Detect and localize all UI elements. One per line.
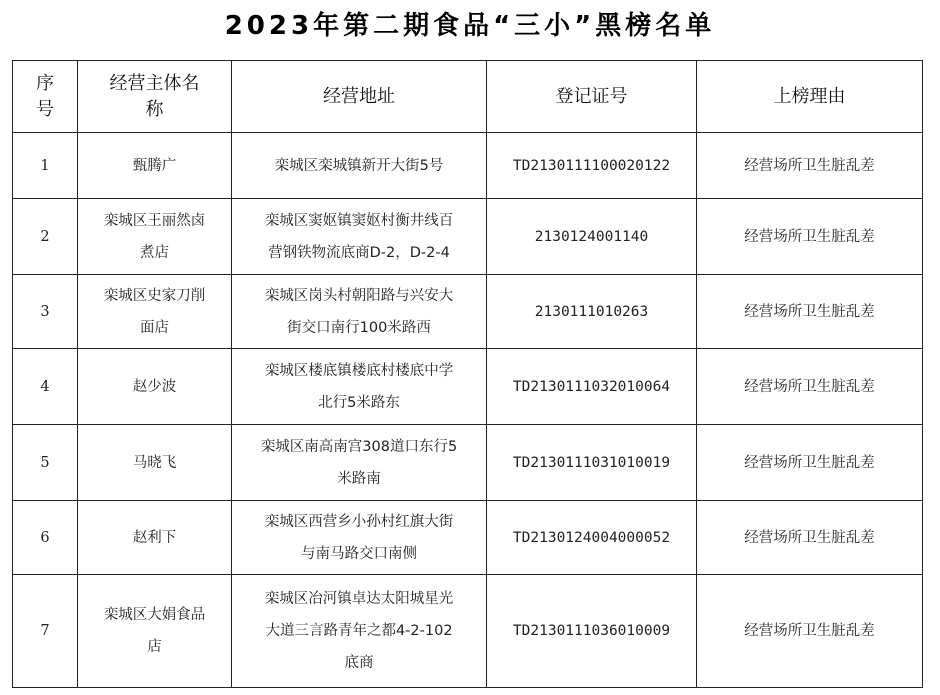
cell-no xyxy=(13,275,78,349)
table-row xyxy=(13,133,923,199)
cell-reason xyxy=(697,133,923,199)
cell-registration-text: 2130111010263 xyxy=(534,303,649,320)
cell-no xyxy=(13,133,78,199)
cell-address-text: 栾城区楼底镇楼底村楼底中学 北行5米路东 xyxy=(264,362,454,411)
cell-address xyxy=(232,133,487,199)
header-reason: 上榜理由 xyxy=(697,61,923,133)
cell-entity-text: 栾城区史家刀削 面店 xyxy=(103,287,206,336)
cell-registration xyxy=(487,199,697,275)
cell-no-text: 2 xyxy=(40,228,50,245)
cell-address-text: 栾城区栾城镇新开大街5号 xyxy=(274,157,444,174)
cell-entity-text: 栾城区大娟食品 店 xyxy=(103,607,206,655)
header-address: 经营地址 xyxy=(232,61,487,133)
cell-entity-text: 赵利下 xyxy=(132,529,177,546)
cell-no-text: 7 xyxy=(40,623,50,639)
cell-registration-text: 2130124001140 xyxy=(534,228,649,245)
cell-address xyxy=(232,501,487,575)
cell-registration xyxy=(487,501,697,575)
table-header-row xyxy=(13,61,923,133)
table-row xyxy=(13,501,923,575)
cell-reason-text: 经营场所卫生脏乱差 xyxy=(744,157,875,174)
header-no: 序 号 xyxy=(13,61,78,133)
cell-no-text: 5 xyxy=(40,454,50,471)
cell-no xyxy=(13,575,78,688)
table-row xyxy=(13,199,923,275)
cell-entity-text: 马晓飞 xyxy=(132,454,177,471)
cell-reason xyxy=(697,575,923,688)
cell-entity xyxy=(78,275,232,349)
cell-address-text: 栾城区岗头村朝阳路与兴安大 街交口南行100米路西 xyxy=(264,287,454,336)
cell-registration xyxy=(487,275,697,349)
cell-entity xyxy=(78,501,232,575)
cell-no-text: 6 xyxy=(40,529,50,546)
cell-address-text: 栾城区西营乡小孙村红旗大街 与南马路交口南侧 xyxy=(264,513,454,562)
cell-address xyxy=(232,575,487,688)
cell-entity xyxy=(78,425,232,501)
cell-registration-text: TD2130124004000052 xyxy=(512,529,671,546)
cell-reason-text: 经营场所卫生脏乱差 xyxy=(744,228,875,245)
cell-no-text: 3 xyxy=(40,303,50,320)
cell-no-text: 4 xyxy=(40,378,50,395)
cell-entity xyxy=(78,575,232,688)
cell-reason xyxy=(697,199,923,275)
cell-entity-text: 栾城区王丽然卤 煮店 xyxy=(103,212,206,261)
cell-reason xyxy=(697,501,923,575)
blacklist-table xyxy=(12,60,923,688)
cell-registration xyxy=(487,425,697,501)
cell-address-text: 栾城区窦妪镇窦妪村衡井线百 营钢铁物流底商D-2，D-2-4 xyxy=(264,212,454,261)
table-row xyxy=(13,275,923,349)
cell-address-text: 栾城区冶河镇卓达太阳城星光 大道三言路青年之都4-2-102 底商 xyxy=(264,591,454,671)
cell-address xyxy=(232,275,487,349)
cell-no xyxy=(13,501,78,575)
table-row xyxy=(13,349,923,425)
cell-reason-text: 经营场所卫生脏乱差 xyxy=(744,378,875,395)
cell-reason-text: 经营场所卫生脏乱差 xyxy=(744,529,875,546)
header-registration: 登记证号 xyxy=(487,61,697,133)
cell-entity xyxy=(78,133,232,199)
document-title: 2023年第二期食品“三小”黑榜名单 xyxy=(224,11,716,41)
cell-address-text: 栾城区南高南宫308道口东行5 米路南 xyxy=(260,438,458,487)
cell-entity xyxy=(78,199,232,275)
cell-reason-text: 经营场所卫生脏乱差 xyxy=(744,454,875,471)
cell-no xyxy=(13,349,78,425)
header-entity: 经营主体名 称 xyxy=(78,61,232,133)
cell-entity xyxy=(78,349,232,425)
cell-registration-text: TD2130111032010064 xyxy=(512,378,671,395)
cell-registration-text: TD2130111100020122 xyxy=(512,157,671,174)
table-row xyxy=(13,575,923,688)
cell-address xyxy=(232,425,487,501)
cell-reason-text: 经营场所卫生脏乱差 xyxy=(744,623,875,639)
cell-address xyxy=(232,199,487,275)
cell-entity-text: 甄腾广 xyxy=(132,157,177,174)
cell-no-text: 1 xyxy=(40,157,50,174)
cell-no xyxy=(13,199,78,275)
cell-entity-text: 赵少波 xyxy=(132,378,177,395)
cell-registration-text: TD2130111036010009 xyxy=(512,623,671,639)
table-row xyxy=(13,425,923,501)
cell-reason xyxy=(697,349,923,425)
cell-address xyxy=(232,349,487,425)
cell-reason-text: 经营场所卫生脏乱差 xyxy=(744,303,875,320)
cell-registration xyxy=(487,349,697,425)
cell-registration-text: TD2130111031010019 xyxy=(512,454,671,471)
cell-registration xyxy=(487,575,697,688)
cell-no xyxy=(13,425,78,501)
cell-reason xyxy=(697,275,923,349)
cell-reason xyxy=(697,425,923,501)
cell-registration xyxy=(487,133,697,199)
